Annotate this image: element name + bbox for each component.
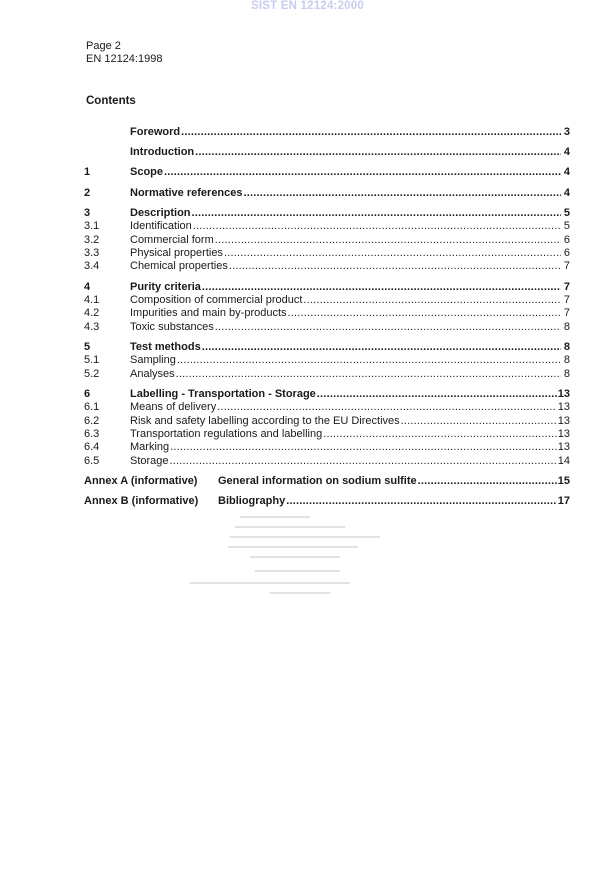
toc-dot-leader [288, 307, 561, 320]
toc-entry-title: Test methods [130, 340, 201, 353]
toc-dot-leader [229, 260, 561, 273]
toc-entry-title: Analyses [130, 367, 175, 380]
toc-entry-page: 6 [563, 246, 570, 259]
toc-entry-number: 3.2 [84, 233, 100, 246]
toc-entry-number: 3.3 [84, 246, 100, 259]
toc-dot-leader [217, 401, 557, 414]
toc-entry-number: 3.4 [84, 260, 100, 273]
toc-entry-title: Impurities and main by-products [130, 307, 287, 320]
toc-entry[interactable] [84, 146, 570, 159]
toc-entry-page: 13 [557, 428, 570, 440]
toc-entry-number: 5.1 [84, 354, 100, 367]
toc-entry-title: Identification [130, 220, 192, 233]
toc-entry[interactable] [84, 234, 570, 247]
toc-entry[interactable] [84, 126, 570, 139]
toc-entry[interactable] [84, 220, 570, 233]
toc-entry-number: 3.1 [84, 220, 100, 233]
toc-entry[interactable] [84, 368, 570, 381]
watermark: SIST EN 12124:2000 [251, 0, 364, 12]
toc-entry-page: 14 [557, 454, 570, 467]
toc-entry-number: 5.2 [84, 367, 100, 380]
toc-entry-number: 1 [84, 166, 91, 179]
toc-entry-page: 7 [563, 260, 570, 273]
toc-entry-title: Labelling - Transportation - Storage [130, 387, 316, 400]
toc-entry-number: 6.5 [84, 454, 100, 467]
toc-gap [84, 160, 570, 167]
scan-smudge [180, 508, 420, 603]
toc-entry-title: Introduction [130, 146, 195, 159]
toc-entry-title: Storage [130, 454, 169, 467]
toc-entry[interactable] [84, 341, 570, 354]
page-number: Page 2 [86, 40, 121, 52]
toc-entry[interactable] [84, 428, 570, 441]
toc-entry-title: Foreword [130, 126, 181, 138]
toc-entry[interactable] [84, 415, 570, 428]
toc-entry-number: 6 [84, 387, 91, 400]
toc-entry-title: Scope [130, 166, 164, 179]
toc-entry-number: 4.1 [84, 293, 100, 306]
toc-entry[interactable] [84, 441, 570, 454]
toc-gap [84, 139, 570, 146]
toc-entry-title: Normative references [130, 186, 243, 199]
toc-entry-number: 5 [84, 340, 91, 353]
toc-entry-title: Chemical properties [130, 260, 228, 273]
toc-entry-page: 8 [563, 367, 570, 380]
toc-entry-page: 3 [563, 126, 570, 138]
toc-entry-page: 4 [563, 146, 570, 159]
toc-entry-page: 13 [557, 414, 570, 427]
toc-entry-title: Physical properties [130, 246, 223, 259]
toc-dot-leader [323, 428, 557, 441]
toc-annex-entry[interactable] [84, 475, 570, 488]
toc-entry-number: 4.3 [84, 320, 100, 333]
toc-entry[interactable] [84, 388, 570, 401]
toc-gap [84, 180, 570, 187]
toc-dot-leader [286, 495, 557, 508]
toc-entry-page: 13 [557, 401, 570, 414]
toc-entry[interactable] [84, 321, 570, 334]
contents-title: Contents [86, 95, 136, 107]
annex-title: General information on sodium sulfite [218, 474, 417, 487]
toc-dot-leader [418, 475, 557, 488]
toc-entry[interactable] [84, 260, 570, 273]
toc-entry[interactable] [84, 401, 570, 414]
toc-dot-leader [170, 441, 557, 454]
toc-entry-title: Purity criteria [130, 280, 201, 293]
toc-dot-leader [181, 126, 561, 139]
toc-entry-number: 6.3 [84, 428, 100, 440]
toc-entry[interactable] [84, 294, 570, 307]
toc-entry-title: Commercial form [130, 233, 214, 246]
toc-entry-number: 4 [84, 280, 91, 293]
toc-entry-number: 6.2 [84, 414, 100, 427]
toc-entry-page: 5 [563, 206, 570, 219]
toc-gap [84, 488, 570, 495]
toc-entry-title: Toxic substances [130, 320, 214, 333]
toc-dot-leader [244, 187, 561, 200]
toc-entry-number: 4.2 [84, 307, 100, 320]
toc-dot-leader [164, 166, 561, 179]
toc-gap [84, 468, 570, 475]
toc-gap [84, 334, 570, 341]
toc-dot-leader [176, 368, 561, 381]
toc-dot-leader [192, 207, 561, 220]
toc-entry-title: Marking [130, 441, 170, 454]
toc-entry-number: 6.4 [84, 441, 100, 454]
toc-entry[interactable] [84, 207, 570, 220]
annex-label: Annex A (informative) [84, 474, 198, 487]
toc-entry-page: 4 [563, 186, 570, 199]
toc-entry-title: Means of delivery [130, 401, 217, 414]
toc-entry-page: 6 [563, 233, 570, 246]
toc-entry-page: 5 [563, 220, 570, 233]
toc-dot-leader [177, 354, 561, 367]
toc-entry[interactable] [84, 307, 570, 320]
page-header [86, 40, 162, 66]
toc-entry-page: 4 [563, 166, 570, 179]
annex-page: 15 [557, 474, 570, 487]
toc-dot-leader [224, 247, 561, 260]
toc-dot-leader [193, 220, 561, 233]
toc-dot-leader [195, 146, 561, 159]
toc-entry[interactable] [84, 281, 570, 294]
standard-id: EN 12124:1998 [86, 53, 163, 65]
annex-label: Annex B (informative) [84, 495, 199, 508]
toc-entry-page: 7 [563, 307, 570, 320]
toc-dot-leader [215, 234, 561, 247]
annex-page: 17 [557, 495, 570, 508]
toc-entry-title: Transportation regulations and labelling [130, 428, 323, 440]
toc-dot-leader [401, 415, 557, 428]
toc-entry[interactable] [84, 455, 570, 468]
toc-gap [84, 274, 570, 281]
toc-annex-entry[interactable] [84, 495, 570, 508]
toc-entry-title: Description [130, 206, 191, 219]
toc-entry-page: 7 [563, 280, 570, 293]
toc-entry-page: 13 [557, 441, 570, 454]
toc-entry[interactable] [84, 247, 570, 260]
toc-dot-leader [303, 294, 561, 307]
toc-entry[interactable] [84, 354, 570, 367]
toc-entry-page: 8 [563, 354, 570, 367]
toc-dot-leader [202, 281, 561, 294]
toc-entry-page: 7 [563, 293, 570, 306]
toc-entry-page: 13 [557, 387, 570, 400]
toc-entry-title: Risk and safety labelling according to the EU Directives [130, 414, 400, 427]
annex-title: Bibliography [218, 495, 286, 508]
toc-dot-leader [317, 388, 557, 401]
toc-entry[interactable] [84, 187, 570, 200]
toc-entry[interactable] [84, 166, 570, 179]
toc-gap [84, 381, 570, 388]
toc-entry-title: Composition of commercial product [130, 293, 303, 306]
toc-dot-leader [215, 321, 561, 334]
toc-entry-number: 6.1 [84, 401, 100, 414]
table-of-contents [84, 126, 570, 509]
toc-entry-number: 3 [84, 206, 91, 219]
toc-entry-page: 8 [563, 340, 570, 353]
toc-entry-number: 2 [84, 186, 91, 199]
toc-gap [84, 200, 570, 207]
toc-entry-title: Sampling [130, 354, 176, 367]
toc-dot-leader [170, 455, 557, 468]
toc-dot-leader [202, 341, 561, 354]
toc-entry-page: 8 [563, 320, 570, 333]
